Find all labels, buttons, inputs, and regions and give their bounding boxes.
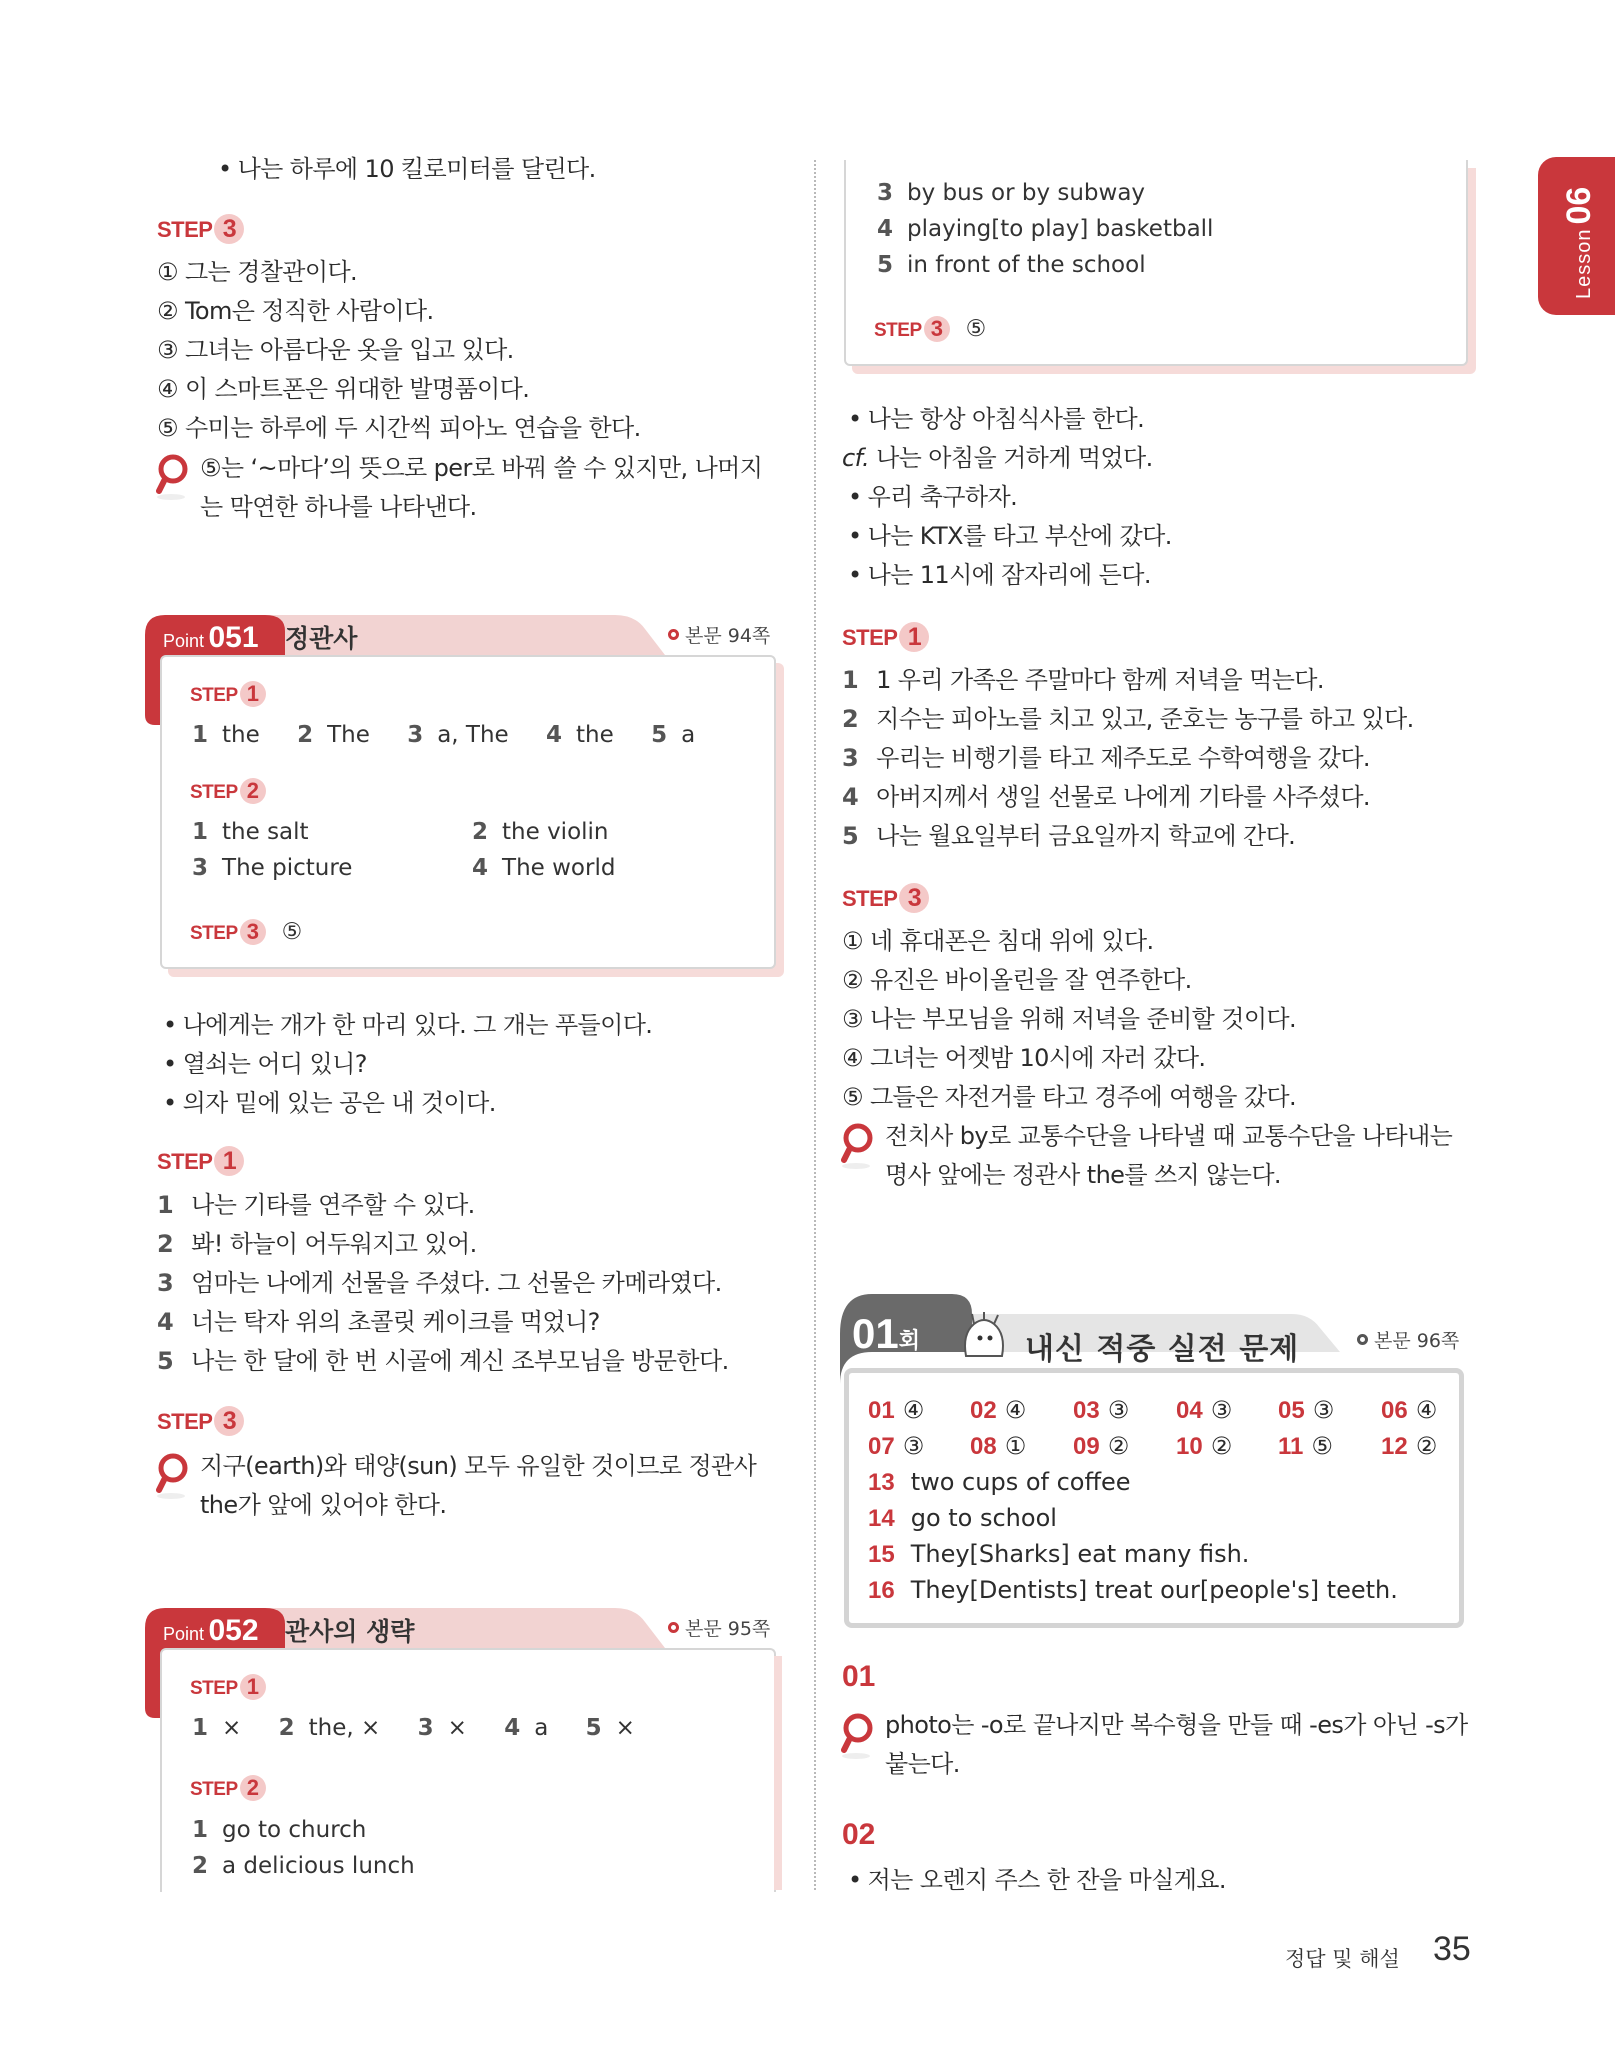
bullet-line: • 나는 하루에 10 킬로미터를 달린다. [218, 154, 596, 184]
written-answer: 14 go to school [868, 1504, 1057, 1532]
list-item: 2 봐! 하늘이 어두워지고 있어. [157, 1230, 477, 1258]
list-item: 5 나는 월요일부터 금요일까지 학교에 간다. [842, 822, 1296, 850]
page-reference: 본문 94쪽 [668, 621, 770, 648]
bullet-line: • 우리 축구하자. [848, 482, 1017, 512]
test-title: 내신 적중 실전 문제 [1025, 1332, 1300, 1367]
answer-cell: 11 ⑤ [1278, 1432, 1333, 1460]
answer-cell: 03 ③ [1073, 1396, 1130, 1424]
bullet-line: • 나는 항상 아침식사를 한다. [848, 404, 1144, 434]
magnifier-icon [155, 1452, 195, 1500]
list-item: 1 나는 기타를 연주할 수 있다. [157, 1191, 475, 1219]
step-label: STEP 3 [842, 883, 929, 915]
mascot-icon [956, 1310, 1012, 1362]
tip-text: 전치사 by로 교통수단을 나타낼 때 교통수단을 나타내는 [885, 1122, 1453, 1150]
answer-cell: 05 ③ [1278, 1396, 1335, 1424]
box-shadow [774, 1656, 782, 1890]
footer-label: 정답 및 해설 [1285, 1947, 1400, 1971]
lesson-tab-label: Lesson06 [1560, 186, 1598, 299]
test-number: 01회 [852, 1310, 920, 1357]
written-answer: 16 They[Dentists] treat our[people's] teeth. [868, 1576, 1398, 1604]
tip-text: 지구(earth)와 태양(sun) 모두 유일한 것이므로 정관사 [200, 1452, 757, 1480]
list-item: ⑤ 그들은 자전거를 타고 경주에 여행을 갔다. [842, 1083, 1297, 1111]
list-item: ③ 그녀는 아름다운 옷을 입고 있다. [157, 336, 514, 364]
bullet-line: • 나에게는 개가 한 마리 있다. 그 개는 푸들이다. [163, 1010, 652, 1040]
answer-cell: 04 ③ [1176, 1396, 1233, 1424]
step-label: STEP 2 [190, 1774, 266, 1806]
point-title: 정관사 [285, 624, 358, 653]
written-answer: 13 two cups of coffee [868, 1468, 1131, 1496]
answer-cell: 10 ② [1176, 1432, 1233, 1460]
written-answer: 15 They[Sharks] eat many fish. [868, 1540, 1250, 1568]
list-item: ② Tom은 정직한 사람이다. [157, 297, 434, 325]
answer-cell: 01 ④ [868, 1396, 925, 1424]
list-item: ④ 그녀는 어젯밤 10시에 자러 갔다. [842, 1044, 1206, 1072]
step-label: STEP 1 [190, 680, 266, 712]
step-label: STEP 1 [190, 1673, 266, 1705]
bullet-line: • 의자 밑에 있는 공은 내 것이다. [163, 1088, 496, 1118]
bullet-line: • 나는 11시에 잠자리에 든다. [848, 560, 1151, 590]
list-item: ② 유진은 바이올린을 잘 연주한다. [842, 966, 1192, 994]
magnifier-icon [840, 1122, 880, 1170]
answer-item: 5 in front of the school [877, 252, 1146, 278]
step-label: STEP 3 ⑤ [190, 918, 302, 944]
step-label: STEP 1 [157, 1146, 244, 1178]
tip-text: the가 앞에 있어야 한다. [200, 1491, 447, 1519]
answer-item: 2 a delicious lunch [192, 1853, 415, 1879]
list-item: 4 아버지께서 생일 선물로 나에게 기타를 사주셨다. [842, 783, 1370, 811]
step-label: STEP 3 [157, 1406, 244, 1438]
point-number: Point 052 [163, 1614, 259, 1647]
step-label: STEP 1 [842, 622, 929, 654]
magnifier-icon [155, 453, 195, 501]
column-divider [814, 160, 816, 1890]
list-item: 3 엄마는 나에게 선물을 주셨다. 그 선물은 카메라였다. [157, 1269, 722, 1297]
answer-item: 1 the salt [192, 819, 309, 845]
answer-item: 1 go to church [192, 1817, 367, 1843]
cf-line: cf. 나는 아침을 거하게 먹었다. [842, 444, 1153, 472]
list-item: ④ 이 스마트폰은 위대한 발명품이다. [157, 375, 530, 403]
tip-text: ⑤는 ‘~마다’의 뜻으로 per로 바꿔 쓸 수 있지만, 나머지 [200, 454, 763, 482]
list-item: 1 1 우리 가족은 주말마다 함께 저녁을 먹는다. [842, 666, 1324, 694]
list-item: 4 너는 탁자 위의 초콜릿 케이크를 먹었니? [157, 1308, 600, 1336]
list-item: 2 지수는 피아노를 치고 있고, 준호는 농구를 하고 있다. [842, 705, 1414, 733]
point-number: Point 051 [163, 621, 259, 654]
tip-text: 명사 앞에는 정관사 the를 쓰지 않는다. [885, 1161, 1281, 1189]
tip-text: 붙는다. [885, 1750, 960, 1778]
step-label: STEP 3 [157, 214, 244, 246]
magnifier-icon [840, 1712, 880, 1760]
step-label: STEP 2 [190, 777, 266, 809]
list-item: ⑤ 수미는 하루에 두 시간씩 피아노 연습을 한다. [157, 414, 641, 442]
answer-cell: 07 ③ [868, 1432, 925, 1460]
answer-cell: 02 ④ [970, 1396, 1027, 1424]
answer-item: 4 The world [472, 855, 616, 881]
page-number: 35 [1433, 1930, 1471, 1968]
bullet-line: • 열쇠는 어디 있니? [163, 1049, 367, 1079]
answer-item: 2 the violin [472, 819, 609, 845]
answer-item: 4 playing[to play] basketball [877, 216, 1214, 242]
answer-cell: 09 ② [1073, 1432, 1130, 1460]
point-title: 관사의 생략 [285, 1617, 415, 1646]
lesson-tab [1538, 157, 1615, 315]
list-item: ① 네 휴대폰은 침대 위에 있다. [842, 927, 1154, 955]
question-number: 02 [842, 1818, 876, 1851]
tip-text: 는 막연한 하나를 나타낸다. [200, 493, 477, 521]
answer-row: 1 the 2 The 3 a, The 4 the 5 a [192, 722, 696, 748]
bullet-line: • 저는 오렌지 주스 한 잔을 마실게요. [848, 1865, 1226, 1895]
answer-cell: 08 ① [970, 1432, 1027, 1460]
answer-cell: 06 ④ [1381, 1396, 1438, 1424]
question-number: 01 [842, 1660, 876, 1693]
answer-item: 3 The picture [192, 855, 353, 881]
page-reference: 본문 95쪽 [668, 1614, 770, 1641]
list-item: ① 그는 경찰관이다. [157, 258, 358, 286]
page-reference: 본문 96쪽 [1357, 1326, 1459, 1353]
bullet-line: • 나는 KTX를 타고 부산에 갔다. [848, 521, 1172, 551]
tip-text: photo는 -o로 끝나지만 복수형을 만들 때 -es가 아닌 -s가 [885, 1711, 1468, 1739]
answer-item: 3 by bus or by subway [877, 180, 1146, 206]
list-item: 3 우리는 비행기를 타고 제주도로 수학여행을 갔다. [842, 744, 1370, 772]
list-item: ③ 나는 부모님을 위해 저녁을 준비할 것이다. [842, 1005, 1297, 1033]
step-label: STEP 3 ⑤ [874, 315, 986, 341]
list-item: 5 나는 한 달에 한 번 시골에 계신 조부모님을 방문한다. [157, 1347, 729, 1375]
answer-row: 1 × 2 the, × 3 × 4 a 5 × [192, 1715, 635, 1741]
answer-cell: 12 ② [1381, 1432, 1438, 1460]
